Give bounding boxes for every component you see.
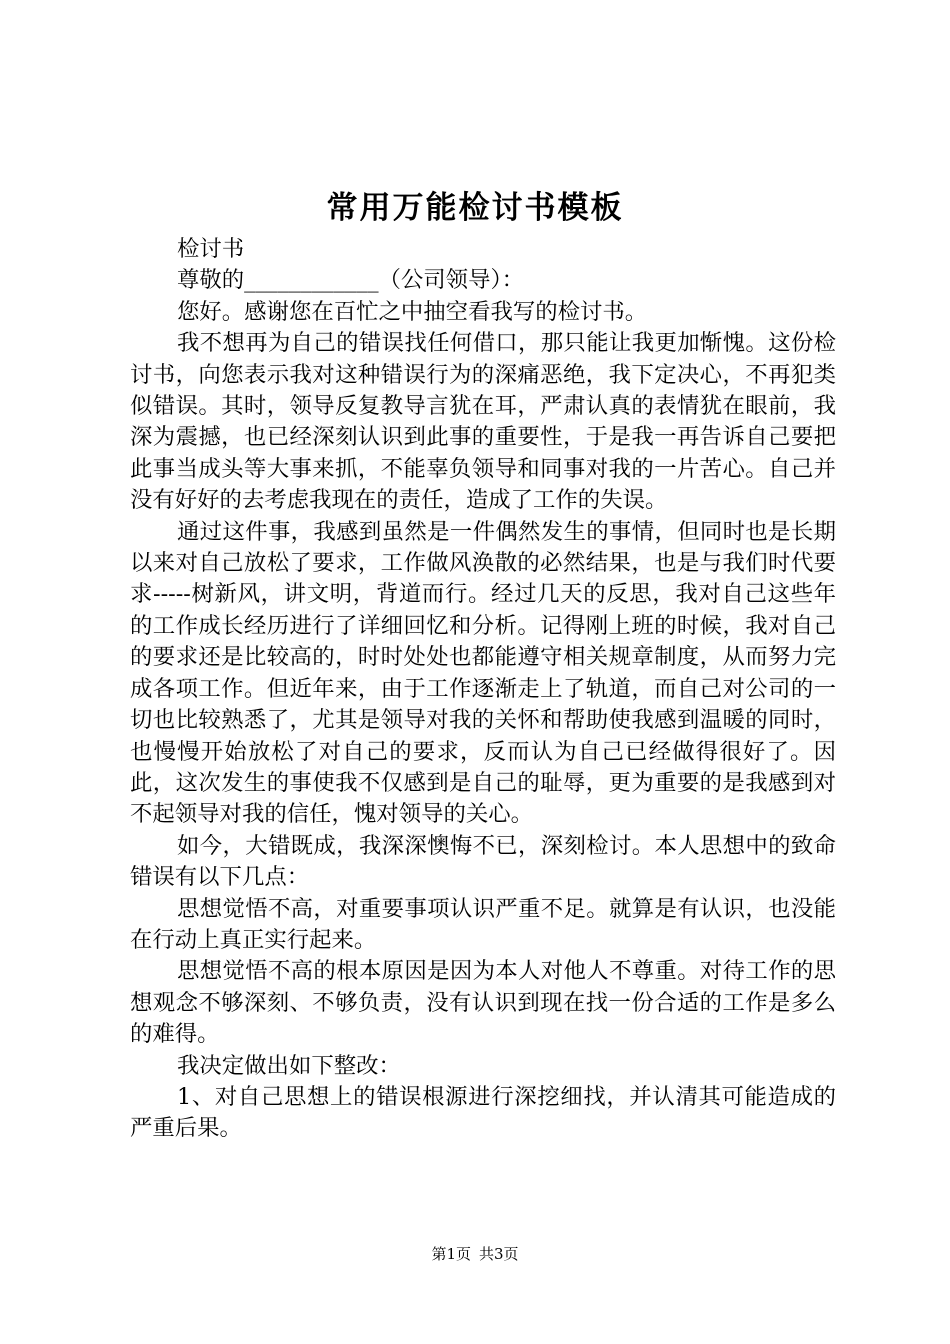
page-number-current: 第1页 <box>431 1245 471 1263</box>
paragraph-salutation: 尊敬的____________（公司领导）： <box>177 267 525 294</box>
paragraph-heading: 检讨书 <box>177 236 245 262</box>
paragraph: 1、对自己思想上的错误根源进行深挖细找，并认清其可能造成的严重后果。 <box>130 1083 836 1142</box>
paragraph: 思想觉悟不高的根本原因是因为本人对他人不尊重。对待工作的思想观念不够深刻、不够负责，没有认识到现在找一份合适的工作是多么的难得。 <box>130 958 836 1048</box>
page-footer <box>0 1243 950 1264</box>
page-number-total: 共3页 <box>479 1245 519 1263</box>
paragraph: 我决定做出如下整改： <box>177 1052 401 1079</box>
paragraph: 思想觉悟不高，对重要事项认识严重不足。就算是有认识，也没能在行动上真正实行起来。 <box>130 895 836 953</box>
paragraph: 通过这件事，我感到虽然是一件偶然发生的事情，但同时也是长期以来对自己放松了要求，工作做风涣散的必然结果，也是与我们时代要求-----树新风，讲文明，背道而行。经过几天的反思，我对自己这些年的工作成长经历进行了详细回忆和分析。记得刚上班的时候，我对自己的要求还是比较高的，时时处处也都能遵守相关规章制度，从而努力完成各项工作。但近年来，由于工作逐渐走上了轨道，而自己对公司的一切也比较熟悉了，尤其是领导对我的关怀和帮助使我感到温暖的同时，也慢慢开始放松了对自己的要求，反而认为自己已经做得很好了。因此，这次发生的事使我不仅感到是自己的耻辱，更为重要的是我感到对不起领导对我的信任，愧对领导的关心。 <box>130 518 836 828</box>
document-title: 常用万能检讨书模板 <box>326 190 624 226</box>
paragraph-greeting: 您好。感谢您在百忙之中抽空看我写的检讨书。 <box>177 298 648 325</box>
paragraph: 我不想再为自己的错误找任何借口，那只能让我更加惭愧。这份检讨书，向您表示我对这种错误行为的深痛恶绝，我下定决心，不再犯类似错误。其时，领导反复教导言犹在耳，严肃认真的表情犹在眼前，我深为震撼，也已经深刻认识到此事的重要性，于是我一再告诉自己要把此事当成头等大事来抓，不能辜负领导和同事对我的一片苦心。自己并没有好好的去考虑我现在的责任，造成了工作的失误。 <box>130 330 836 514</box>
paragraph: 如今，大错既成，我深深懊悔不已，深刻检讨。本人思想中的致命错误有以下几点： <box>130 832 836 891</box>
document-body <box>130 234 836 1145</box>
